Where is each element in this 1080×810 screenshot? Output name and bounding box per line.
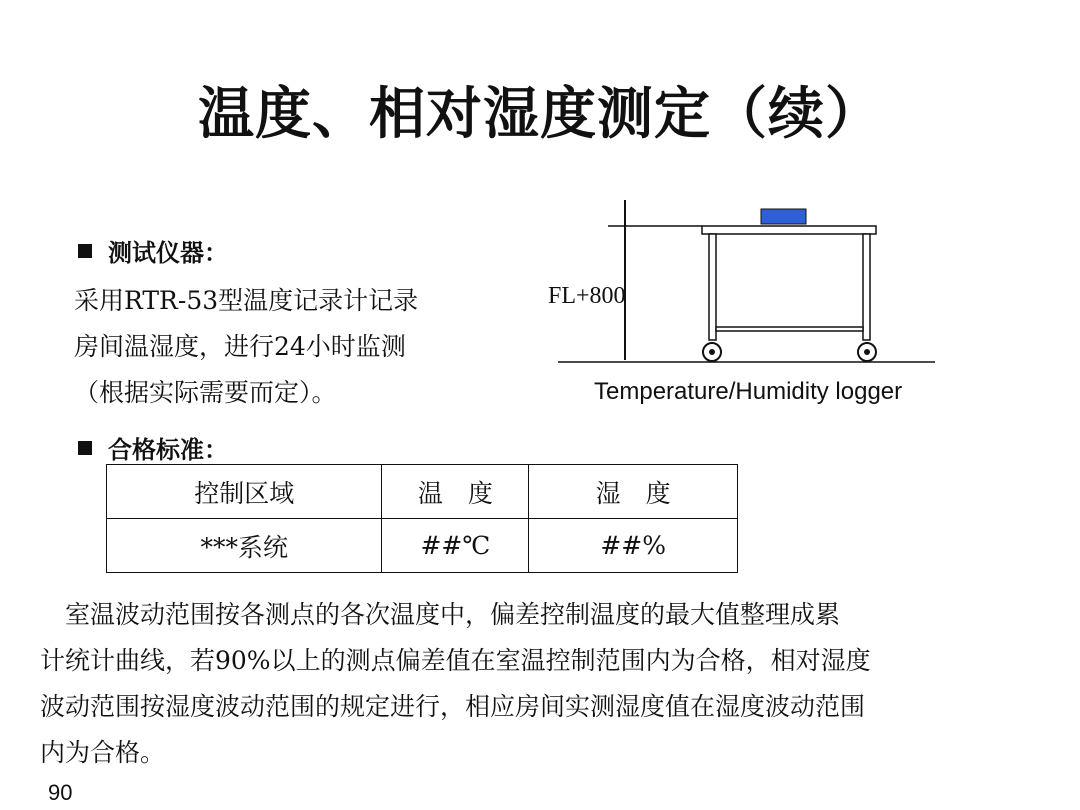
instrument-line: （根据实际需要而定）。 (74, 378, 337, 407)
table-cell: ***系统 (107, 519, 382, 573)
page-title: 温度、相对湿度测定（续） (198, 82, 882, 147)
table-header-cell: 控制区域 (107, 465, 382, 519)
wheel-left-hub (709, 349, 715, 355)
table-leg-right (863, 234, 870, 340)
instrument-line: 采用RTR-53型温度记录计记录 (74, 286, 419, 315)
table-header-cell: 温 度 (382, 465, 529, 519)
diagram-caption: Temperature/Humidity logger (594, 378, 903, 405)
instrument-heading-text: 测试仪器： (108, 239, 228, 267)
paragraph-line: 计统计曲线，若90%以上的测点偏差值在室温控制范围内为合格，相对湿度 (40, 646, 871, 675)
table-top (702, 226, 876, 234)
bullet-square-icon (78, 441, 92, 455)
table-shelf (716, 327, 863, 331)
instrument-description (74, 278, 494, 416)
criteria-heading (78, 430, 228, 465)
wheel-right-hub (864, 349, 870, 355)
page-number: 90 (48, 780, 73, 805)
height-label: FL+800 (548, 283, 626, 309)
table-row (107, 519, 738, 573)
table-header-cell: 湿 度 (529, 465, 738, 519)
table-leg-left (709, 234, 716, 340)
bullet-square-icon (78, 244, 92, 258)
criteria-heading-text: 合格标准： (108, 436, 228, 464)
table-cell: ##℃ (382, 519, 529, 573)
criteria-table (106, 464, 738, 573)
table-cell: ##% (529, 519, 738, 573)
instrument-line: 房间温湿度，进行24小时监测 (74, 332, 406, 361)
instrument-heading (78, 233, 228, 268)
paragraph-line: 内为合格。 (40, 738, 166, 767)
logger-device-icon (761, 209, 806, 224)
paragraph-line: 室温波动范围按各测点的各次温度中，偏差控制温度的最大值整理成累 (40, 600, 841, 629)
table-header-row (107, 465, 738, 519)
criteria-paragraph (40, 592, 1040, 776)
paragraph-line: 波动范围按湿度波动范围的规定进行，相应房间实测湿度值在湿度波动范围 (40, 692, 866, 721)
